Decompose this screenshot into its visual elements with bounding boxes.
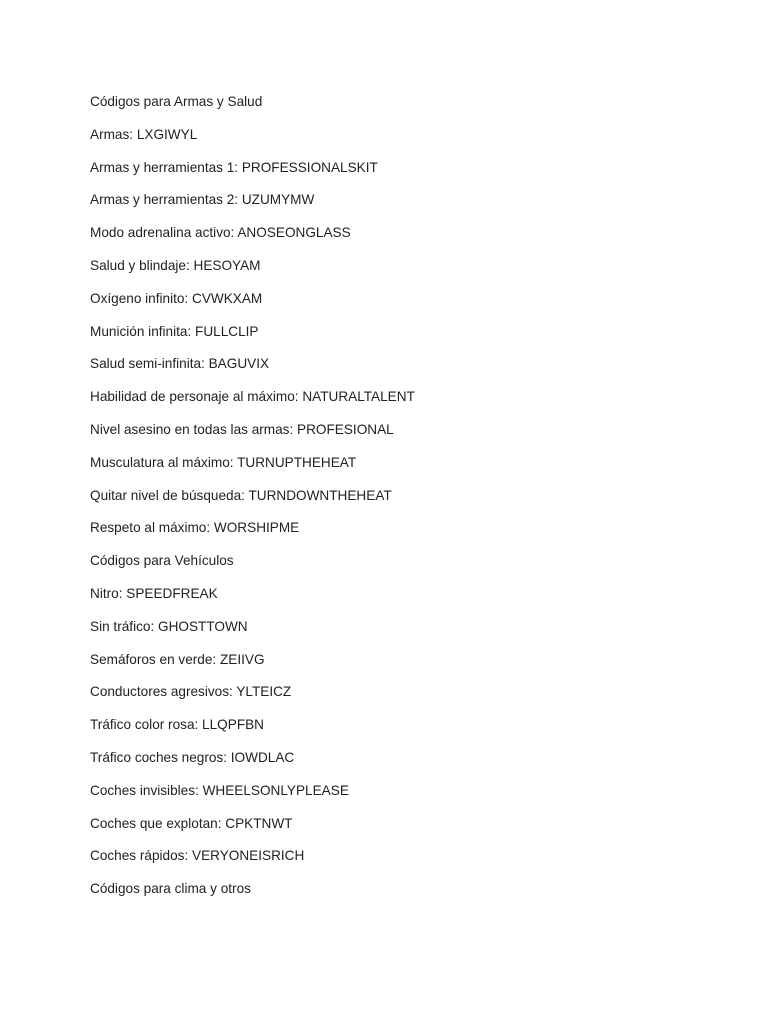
text-line: Quitar nivel de búsqueda: TURNDOWNTHEHEAT [90,487,392,503]
text-line: Oxígeno infinito: CVWKXAM [90,290,263,306]
text-line: Nivel asesino en todas las armas: PROFESIONAL [90,421,394,437]
text-line: Armas y herramientas 2: UZUMYMW [90,192,315,208]
text-line: Salud y blindaje: HESOYAM [90,257,261,273]
text-line: Armas y herramientas 1: PROFESSIONALSKIT [90,159,378,175]
section-heading-vehicles: Códigos para Vehículos [90,553,234,569]
section-heading-weapons-health: Códigos para Armas y Salud [90,94,263,109]
text-line: Conductores agresivos: YLTEICZ [90,684,292,700]
text-line: Sin tráfico: GHOSTTOWN [90,618,248,634]
section-heading-weather-other: Códigos para clima y otros [90,881,251,897]
text-line: Tráfico color rosa: LLQPFBN [90,717,265,733]
text-line: Coches invisibles: WHEELSONLYPLEASE [90,782,349,798]
document-text-lines [90,92,730,912]
text-line: Nitro: SPEEDFREAK [90,585,218,601]
text-line: Tráfico coches negros: IOWDLAC [90,749,295,765]
text-line: Coches que explotan: CPKTNWT [90,815,293,831]
text-line: Musculatura al máximo: TURNUPTHEHEAT [90,454,357,470]
text-line: Modo adrenalina activo: ANOSEONGLASS [90,225,351,241]
text-line: Salud semi-infinita: BAGUVIX [90,356,270,372]
text-line: Armas: LXGIWYL [90,126,198,142]
text-line: Munición infinita: FULLCLIP [90,323,259,339]
text-line: Respeto al máximo: WORSHIPME [90,520,300,536]
text-line: Habilidad de personaje al máximo: NATURALTALENT [90,389,415,405]
text-line: Coches rápidos: VERYONEISRICH [90,848,305,864]
text-line: Semáforos en verde: ZEIIVG [90,651,265,667]
